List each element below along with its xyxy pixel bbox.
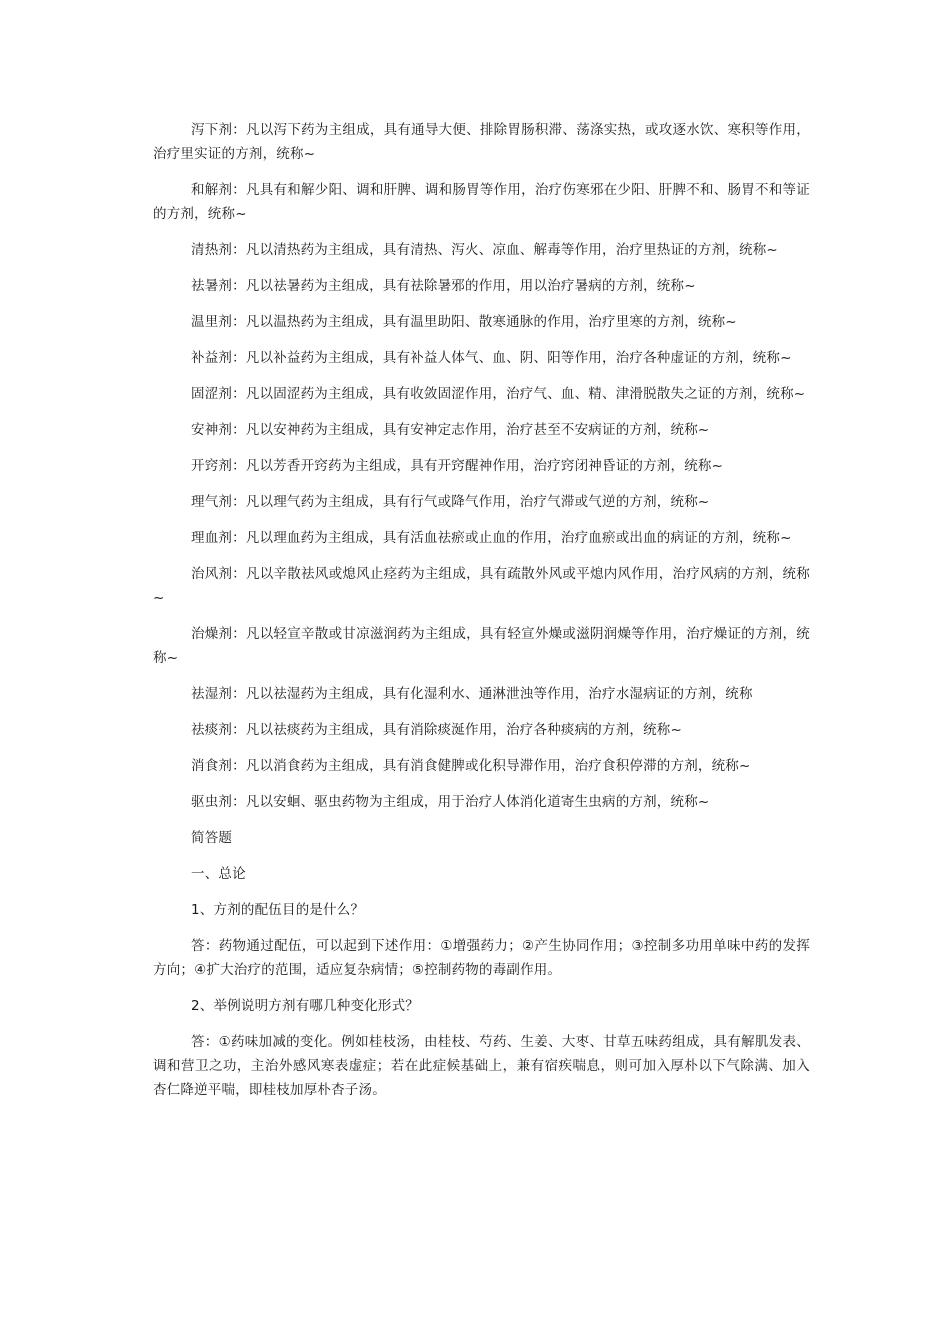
definition-xiaxia: 泻下剂：凡以泻下药为主组成，具有通导大便、排除胃肠积滞、荡涤实热，或攻逐水饮、寒积等作用，治疗里实证的方剂，统称~	[153, 122, 810, 162]
definition-qutan: 祛痰剂：凡以祛痰药为主组成，具有消除痰涎作用，治疗各种痰病的方剂，统称~	[191, 722, 683, 738]
subsection-title: 一、总论	[191, 866, 246, 882]
definition-wenli: 温里剂：凡以温热药为主组成，具有温里助阳、散寒通脉的作用，治疗里寒的方剂，统称~	[191, 314, 737, 330]
definition-zhifeng: 治风剂：凡以辛散祛风或熄风止痉药为主组成，具有疏散外风或平熄内风作用，治疗风病的方剂，统称~	[153, 566, 810, 606]
section-title: 简答题	[191, 830, 233, 846]
definition-qushi: 祛湿剂：凡以祛湿药为主组成，具有化湿利水、通淋泄浊等作用，治疗水湿病证的方剂，统称	[191, 686, 753, 702]
definition-qushu: 祛暑剂：凡以祛暑药为主组成，具有祛除暑邪的作用，用以治疗暑病的方剂，统称~	[191, 278, 696, 294]
question-1: 1、方剂的配伍目的是什么？	[191, 902, 365, 918]
definition-zhizao: 治燥剂：凡以轻宣辛散或甘凉滋润药为主组成，具有轻宣外燥或滋阴润燥等作用，治疗燥证的方剂，统称~	[153, 626, 810, 666]
definition-xiaoshi: 消食剂：凡以消食药为主组成，具有消食健脾或化积导滞作用，治疗食积停滞的方剂，统称~	[191, 758, 751, 774]
definition-lixue: 理血剂：凡以理血药为主组成，具有活血祛瘀或止血的作用，治疗血瘀或出血的病证的方剂，统称~	[191, 530, 792, 546]
definition-kaiqiao: 开窍剂：凡以芳香开窍药为主组成，具有开窍醒神作用，治疗窍闭神昏证的方剂，统称~	[191, 458, 724, 474]
definition-buyi: 补益剂：凡以补益药为主组成，具有补益人体气、血、阴、阳等作用，治疗各种虚证的方剂，统称~	[191, 350, 792, 366]
answer-2: 答：①药味加减的变化。例如桂枝汤，由桂枝、芍药、生姜、大枣、甘草五味药组成，具有解肌发表、调和营卫之功，主治外感风寒表虚症；若在此症候基础上，兼有宿疾喘息，则可加入厚朴以下气除满、加入杏仁降逆平喘，即桂枝加厚朴杏子汤。	[153, 1034, 810, 1098]
definition-quchong: 驱虫剂：凡以安蛔、驱虫药物为主组成，用于治疗人体消化道寄生虫病的方剂，统称~	[191, 794, 710, 810]
definition-guse: 固涩剂：凡以固涩药为主组成，具有收敛固涩作用，治疗气、血、精、津滑脱散失之证的方剂，统称~	[191, 386, 806, 402]
definition-qingre: 清热剂：凡以清热药为主组成，具有清热、泻火、凉血、解毒等作用，治疗里热证的方剂，统称~	[191, 242, 778, 258]
question-2: 2、举例说明方剂有哪几种变化形式？	[191, 998, 419, 1014]
answer-1: 答：药物通过配伍，可以起到下述作用：①增强药力；②产生协同作用；③控制多功用单味中药的发挥方向；④扩大治疗的范围，适应复杂病情；⑤控制药物的毒副作用。	[153, 938, 810, 978]
definition-hejie: 和解剂：凡具有和解少阳、调和肝脾、调和肠胃等作用，治疗伤寒邪在少阳、肝脾不和、肠胃不和等证的方剂，统称~	[153, 182, 810, 222]
definition-liqi: 理气剂：凡以理气药为主组成，具有行气或降气作用，治疗气滞或气逆的方剂，统称~	[191, 494, 710, 510]
document-page	[153, 118, 810, 1114]
definition-anshen: 安神剂：凡以安神药为主组成，具有安神定志作用，治疗甚至不安病证的方剂，统称~	[191, 422, 710, 438]
